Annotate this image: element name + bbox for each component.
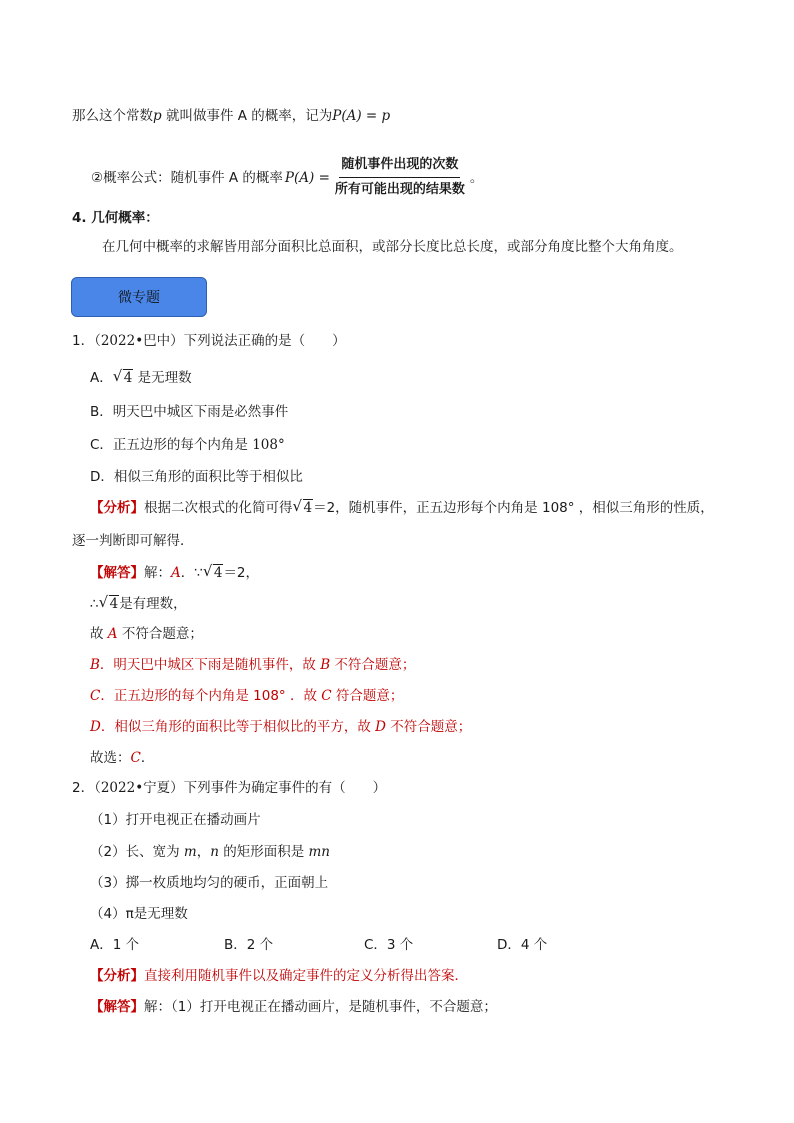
text: 不符合题意； [330,657,416,673]
text: ．明天巴中城区下雨是随机事件，故 [99,657,321,673]
q1-answer-line-3 [90,624,203,644]
radicand: 4 [109,596,119,612]
question-text: （2022•巴中）下列说法正确的是（ ） [94,333,346,349]
option-letter: C [321,688,332,704]
intro-line-1 [72,106,390,126]
radicand: 4 [303,500,313,516]
question-number: 2． [72,780,95,796]
q2-item-2 [90,842,330,862]
q2-item-4: （4）π是无理数 [90,906,188,922]
option-letter: D [90,719,101,735]
q2-option-c: C．3 个 [364,937,414,953]
radicand: 4 [213,565,223,581]
analysis-text: 直接利用随机事件以及确定事件的定义分析得出答案． [144,968,468,984]
text: 。 [469,169,484,186]
q1-answer-line-7 [90,748,154,768]
option-letter: D [375,719,386,735]
q1-option-d: D．相似三角形的面积比等于相似比 [90,469,303,485]
q1-answer-line-6 [90,717,471,737]
sqrt: √ 4 [292,497,313,516]
therefore-sign: ∴ [90,596,99,612]
math-n: n [210,844,219,860]
text: ．相似三角形的面积比等于相似比的平方，故 [100,719,376,735]
text: ． [140,750,155,766]
q1-analysis [90,498,714,518]
q2-answer [90,997,497,1017]
text: 符合题意； [331,688,404,704]
analysis-tag: 【分析】 [90,968,144,984]
q1-answer-line-1 [90,563,259,583]
text: 故选： [90,750,131,766]
sqrt: √ 4 [98,593,119,612]
question-2-stem [72,778,386,798]
text: （2）长、宽为 [90,844,184,860]
text: 就叫做事件 A 的概率，记为 [161,108,333,124]
text: 解： [144,565,171,581]
sqrt: √ 4 [202,562,223,581]
text: 故 [90,626,108,642]
text: ， [196,844,211,860]
q2-option-a: A．1 个 [90,937,140,953]
sqrt: √ 4 [112,367,133,386]
q1-answer-line-2 [90,594,187,614]
option-label: A． [90,370,113,386]
text: ．∵ [180,565,203,581]
question-text: （2022•宁夏）下列事件为确定事件的有（ ） [94,780,387,796]
text: 不符合题意； [385,719,472,735]
question-1-stem [72,331,346,351]
q2-analysis [90,966,468,986]
answer-tag: 【解答】 [90,999,144,1015]
q1-option-b: B．明天巴中城区下雨是必然事件 [90,404,289,420]
text: 不符合题意； [117,626,203,642]
q1-answer-line-5 [90,686,403,706]
option-text: C．正五边形的每个内角是 [90,437,253,453]
option-text: 是无理数 [133,370,192,386]
option-letter: B [90,657,100,673]
option-letter: A [171,565,181,581]
text: ．正五边形的每个内角是 108° ．故 [100,688,322,704]
q2-option-d: D．4 个 [497,937,548,953]
option-letter: C [130,750,141,766]
question-number: 1． [72,333,95,349]
answer-tag: 【解答】 [90,565,144,581]
section-heading-4: 4. 几何概率： [72,210,159,226]
text: ②概率公式：随机事件 A 的概率 [91,169,283,186]
q2-item-3: （3）掷一枚质地均匀的硬币，正面朝上 [90,875,329,891]
probability-fraction [333,154,467,201]
option-letter: A [107,626,118,642]
answer-text: 解：（1）打开电视正在播动画片，是随机事件，不合题意； [144,999,497,1015]
fraction-numerator: 随机事件出现的次数 [339,154,460,178]
option-letter: B [320,657,331,673]
formula: P(A) = p [332,108,391,124]
value: 108° [252,437,285,453]
q1-analysis-cont: 逐一判断即可解得． [72,533,194,549]
option-letter: C [90,688,101,704]
geometric-probability-text: 在几何中概率的求解皆用部分面积比总面积，或部分长度比总长度，或部分角度比整个大角角度。 [102,239,683,255]
intro-line-2 [91,154,483,201]
text: ＝2， [223,565,260,581]
analysis-text: 根据二次根式的化简可得 [144,500,293,516]
text: 是有理数， [119,596,187,612]
math-p: p [153,108,162,124]
q1-option-c [90,435,285,455]
topic-badge [71,277,207,317]
math-mn: mn [308,844,330,860]
q1-answer-line-4 [90,655,415,675]
analysis-text: ＝2，随机事件，正五边形每个内角是 108° ，相似三角形的性质， [313,500,714,516]
fraction-denominator: 所有可能出现的结果数 [334,182,465,197]
analysis-tag: 【分析】 [90,500,144,516]
q1-option-a [90,368,192,388]
text: 那么这个常数 [72,108,153,124]
q2-item-1: （1）打开电视正在播动画片 [90,812,261,828]
text: 的矩形面积是 [218,844,309,860]
formula-lhs: P(A) = [284,169,330,186]
math-m: m [183,844,197,860]
badge-label: 微专题 [118,290,160,306]
q2-option-b: B．2 个 [224,937,274,953]
radicand: 4 [123,370,133,386]
